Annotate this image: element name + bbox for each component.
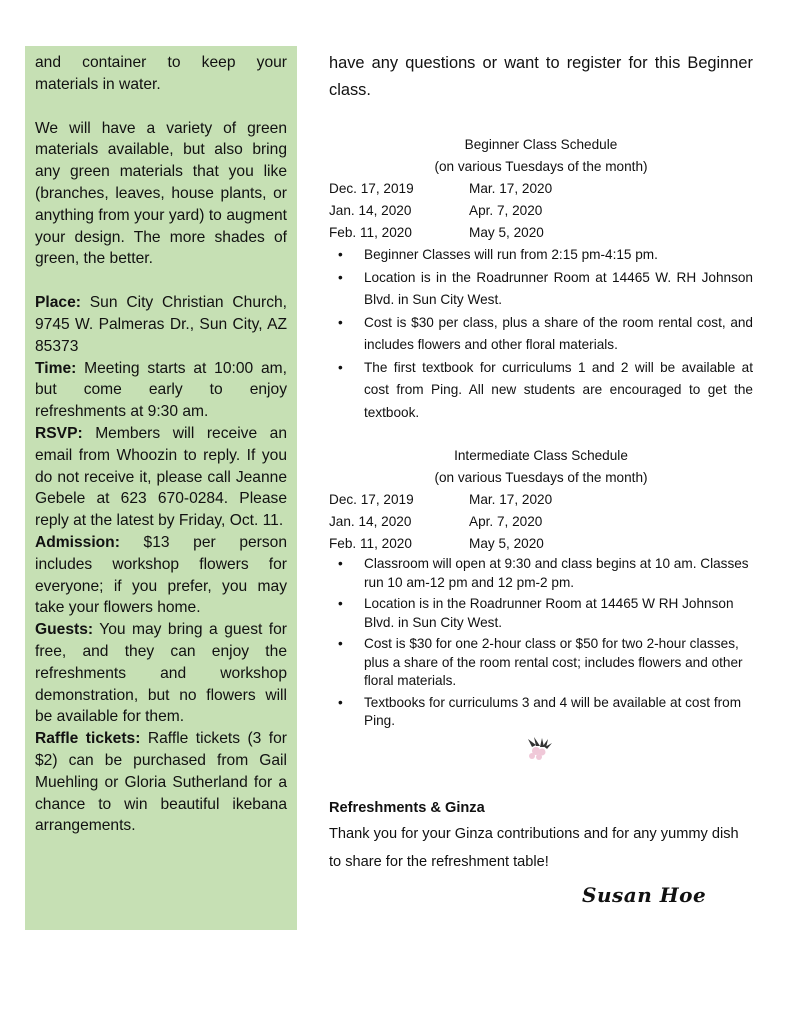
- guests-text: You may bring a guest for free, and they can enjoy the refreshments and workshop demonstration, but no flowers will be available for them.: [35, 621, 287, 726]
- info-sidebar: [25, 46, 297, 930]
- place-text: Sun City Christian Church, 9745 W. Palmeras Dr., Sun City, AZ 85373: [35, 294, 287, 355]
- raffle-text: Raffle tickets (3 for $2) can be purchased from Gail Muehling or Gloria Sutherland for a chance to win beautiful ikebana arrangements.: [35, 730, 287, 835]
- list-item: [338, 244, 753, 267]
- date: May 5, 2020: [469, 225, 544, 240]
- date: Jan. 14, 2020: [329, 514, 412, 529]
- refreshments-text: Thank you for your Ginza contributions and for any yummy dish to share for the refreshment table!: [329, 825, 739, 870]
- date: Jan. 14, 2020: [329, 203, 412, 218]
- date-row: [329, 489, 753, 511]
- bullet-icon: •: [338, 636, 343, 651]
- date-row: [329, 200, 753, 222]
- admission-info: [35, 532, 287, 619]
- list-item-text: Cost is $30 for one 2-hour class or $50 for two 2-hour classes, plus a share of the room rental cost; includes flowers and other floral materials.: [364, 636, 743, 688]
- date-row: [329, 511, 753, 533]
- bullet-icon: •: [338, 269, 343, 285]
- beginner-schedule-title: Beginner Class Schedule: [464, 137, 618, 152]
- intermediate-dates: [329, 489, 753, 555]
- bullet-icon: •: [338, 694, 343, 710]
- leaves: [528, 737, 552, 749]
- intermediate-schedule-subtitle: (on various Tuesdays of the month): [434, 470, 648, 485]
- bullet-icon: •: [338, 314, 343, 330]
- list-item: [338, 635, 753, 691]
- date: Apr. 7, 2020: [469, 203, 543, 218]
- list-item: [338, 267, 753, 312]
- blossoms: [529, 747, 546, 760]
- admission-text: $13 per person includes workshop flowers for everyone; if you prefer, you may take your flowers home.: [35, 533, 287, 617]
- list-item: [338, 357, 753, 425]
- bullet-icon: •: [338, 596, 343, 611]
- sidebar-paragraph-green-materials: We will have a variety of green materials available, but also bring any green materials that you like (branches, leaves, house plants, or anything from your yard) to augment your design. The more shades of green, the better.: [35, 119, 287, 268]
- bullet-icon: •: [338, 556, 343, 571]
- list-item: [338, 312, 753, 357]
- list-item: [338, 555, 753, 592]
- rsvp-label: RSVP:: [35, 424, 83, 442]
- bullet-icon: •: [338, 247, 343, 262]
- date: Mar. 17, 2020: [469, 181, 553, 196]
- guests-info: [35, 619, 287, 728]
- date: Dec. 17, 2019: [329, 492, 414, 507]
- list-item-text: Classroom will open at 9:30 and class begins at 10 am. Classes run 10 am-12 pm and 12 pm-2 pm.: [364, 556, 749, 590]
- list-item: [338, 595, 753, 632]
- list-item-text: Location is in the Roadrunner Room at 14465 W RH Johnson Blvd. in Sun City West.: [364, 596, 734, 630]
- date-row: [329, 533, 753, 555]
- place-label: Place:: [35, 294, 81, 312]
- time-label: Time:: [35, 359, 77, 377]
- beginner-dates: [329, 178, 753, 244]
- intermediate-schedule-title: Intermediate Class Schedule: [454, 448, 628, 463]
- date: Mar. 17, 2020: [469, 492, 553, 507]
- flower-icon: [520, 735, 560, 763]
- guests-label: Guests:: [35, 621, 94, 639]
- list-item-text: Textbooks for curriculums 3 and 4 will be available at cost from Ping.: [364, 694, 742, 728]
- intro-text: have any questions or want to register for this Beginner class.: [329, 54, 753, 99]
- date: Dec. 17, 2019: [329, 181, 414, 196]
- date: Feb. 11, 2020: [329, 536, 412, 551]
- date: Apr. 7, 2020: [469, 514, 543, 529]
- raffle-info: [35, 728, 287, 837]
- list-item-text: Beginner Classes will run from 2:15 pm-4:15 pm.: [364, 247, 658, 262]
- time-text: Meeting starts at 10:00 am, but come early to enjoy refreshments at 9:30 am.: [35, 359, 287, 421]
- intermediate-details-list: [329, 555, 753, 731]
- raffle-label: Raffle tickets:: [35, 730, 141, 748]
- date-row: [329, 178, 753, 200]
- beginner-details-list: [329, 244, 753, 424]
- refreshments-heading: Refreshments & Ginza: [329, 799, 485, 816]
- sidebar-paragraph-materials: and container to keep your materials in water.: [35, 54, 287, 93]
- beginner-schedule-subtitle: (on various Tuesdays of the month): [434, 159, 648, 174]
- rsvp-info: [35, 423, 287, 532]
- date-row: [329, 222, 753, 244]
- list-item-text: Cost is $30 per class, plus a share of the room rental cost, and includes flowers and other floral materials.: [364, 314, 753, 352]
- place-info: [35, 292, 287, 357]
- list-item: [338, 694, 753, 731]
- admission-label: Admission:: [35, 533, 120, 551]
- list-item-text: The first textbook for curriculums 1 and 2 will be available at cost from Ping. All new students are encouraged to get the textbook.: [364, 359, 753, 420]
- rsvp-text: Members will receive an email from Whoozin to reply. If you do not receive it, please call Jeanne Gebele at 623 670-0284. Please reply at the latest by Friday, Oct. 11.: [35, 424, 287, 530]
- signature: Susan Hoe: [582, 883, 707, 907]
- date: May 5, 2020: [469, 536, 544, 551]
- bullet-icon: •: [338, 359, 343, 375]
- time-info: [35, 358, 287, 423]
- date: Feb. 11, 2020: [329, 225, 412, 240]
- list-item-text: Location is in the Roadrunner Room at 14465 W. RH Johnson Blvd. in Sun City West.: [364, 269, 753, 307]
